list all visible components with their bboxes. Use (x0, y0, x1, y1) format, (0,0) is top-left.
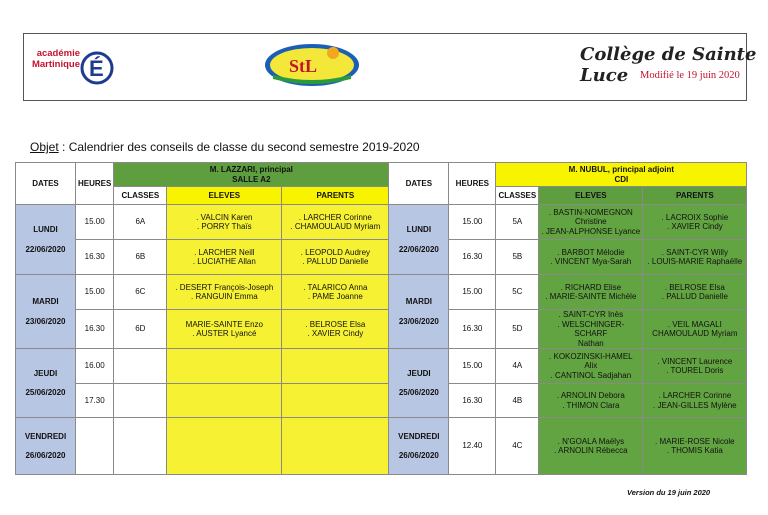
name-line: . XAVIER Cindy (666, 222, 723, 231)
left-parents (282, 240, 389, 275)
left-time: 16.30 (76, 240, 114, 275)
right-day-cell (389, 349, 449, 418)
academie-line2: Martinique (31, 59, 80, 70)
name-line: . BELROSE Elsa (305, 319, 366, 329)
right-class: 5B (496, 240, 539, 275)
day-date: 25/06/2020 (398, 388, 439, 397)
table-row (16, 384, 747, 418)
spacer (391, 378, 446, 388)
name-line: . CHAMOULAUD Myriam (290, 222, 381, 231)
left-parents (282, 310, 389, 349)
name-line: . PORRY Thaïs (196, 222, 252, 231)
name-line: . WELSCHINGER-SCHARF (557, 319, 625, 338)
left-eleves (167, 205, 282, 240)
name-line: MARIE-SAINTE Enzo (185, 319, 264, 329)
college-name: Collège de Sainte Luce (580, 44, 757, 86)
name-line: . BARBOT Mélodie (557, 247, 625, 257)
left-time: 15.00 (76, 275, 114, 310)
objet-text: : Calendrier des conseils de classe du second semestre 2019-2020 (58, 140, 420, 154)
name-line: . THOMIS Katia (666, 446, 723, 455)
right-parents (643, 240, 747, 275)
college-logo-icon (263, 41, 361, 89)
left-class (114, 349, 167, 384)
svg-text:É: É (89, 56, 104, 81)
day-date: 25/06/2020 (25, 388, 66, 397)
left-parents-header: PARENTS (282, 187, 389, 205)
name-line: . LARCHER Neill (194, 247, 255, 257)
objet-label: Objet (30, 140, 59, 154)
right-parents (643, 275, 747, 310)
left-eleves (167, 275, 282, 310)
day-name: JEUDI (33, 368, 58, 378)
academie-line1: académie (36, 48, 80, 59)
right-parents (643, 418, 747, 475)
left-classes-header: CLASSES (114, 187, 167, 205)
left-eleves (167, 418, 282, 475)
name-line: . SAINT-CYR Inès (558, 310, 624, 319)
right-heures-header: HEURES (449, 163, 496, 205)
name-line: . JEAN-ALPHONSE Lyance (541, 226, 641, 236)
left-parents (282, 384, 389, 418)
republique-e-icon (80, 42, 114, 88)
name-line: . AUSTER Lyancé (192, 329, 257, 338)
right-class: 5D (496, 310, 539, 349)
right-parents (643, 205, 747, 240)
left-class: 6A (114, 205, 167, 240)
right-time: 15.00 (449, 275, 496, 310)
day-name: MARDI (405, 297, 432, 306)
name-line: . TALARICO Anna (303, 282, 368, 292)
name-line: . LARCHER Corinne (298, 212, 372, 222)
spacer (18, 307, 73, 317)
right-eleves (539, 384, 643, 418)
left-time (76, 418, 114, 475)
right-principal-header: M. NUBUL, principal adjoint CDI (496, 163, 747, 187)
name-line: . N'GOALA Maëlys (557, 436, 625, 446)
left-eleves (167, 240, 282, 275)
name-line: . VEIL MAGALI (667, 319, 722, 329)
name-line: . ARNOLIN Debora (556, 391, 625, 400)
name-line: . PALLUD Danielle (302, 257, 369, 266)
left-heures-header: HEURES (76, 163, 114, 205)
right-time: 16.30 (449, 384, 496, 418)
spacer (391, 235, 446, 245)
name-line: . DESERT François-Joseph (175, 282, 274, 292)
name-line: . JEAN-GILLES Mylène (653, 400, 737, 410)
right-day-cell (389, 205, 449, 275)
right-classes-header: CLASSES (496, 187, 539, 205)
left-time: 16.30 (76, 310, 114, 349)
day-name: LUNDI (33, 225, 58, 234)
name-line: . LEOPOLD Audrey (300, 247, 371, 257)
right-parents (643, 310, 747, 349)
right-time: 15.00 (449, 205, 496, 240)
name-line: . RANGUIN Emma (191, 292, 258, 301)
right-parents (643, 349, 747, 384)
spacer (18, 235, 73, 245)
day-name: VENDREDI (24, 431, 67, 441)
day-date: 23/06/2020 (25, 316, 66, 326)
right-eleves (539, 205, 643, 240)
name-line: . XAVIER Cindy (307, 329, 364, 338)
name-line: . VINCENT Laurence (657, 356, 733, 366)
right-eleves (539, 310, 643, 349)
name-line: . THIMON Clara (562, 400, 620, 410)
name-line: Nathan (577, 338, 604, 348)
name-line: CHAMOULAUD Myriam (652, 329, 738, 338)
day-date: 22/06/2020 (398, 244, 439, 254)
name-line: . ARNOLIN Rébecca (554, 446, 628, 455)
spacer (18, 441, 73, 451)
right-eleves (539, 418, 643, 475)
page-title (30, 140, 420, 154)
right-class: 4A (496, 349, 539, 384)
name-line: . PAME Joanne (307, 292, 363, 301)
name-line: Alix (584, 361, 598, 371)
right-class: 5A (496, 205, 539, 240)
table-row (16, 349, 747, 384)
day-name: MARDI (32, 297, 59, 306)
spacer (391, 441, 446, 451)
right-parents-header: PARENTS (643, 187, 747, 205)
name-line: . VINCENT Mya-Sarah (550, 257, 632, 266)
left-day-cell (16, 275, 76, 349)
left-day-cell (16, 205, 76, 275)
left-time: 17.30 (76, 384, 114, 418)
left-eleves (167, 310, 282, 349)
left-class: 6B (114, 240, 167, 275)
name-line: . MARIE-SAINTE Michèle (545, 292, 637, 301)
academie-logo (30, 42, 114, 92)
day-name: VENDREDI (398, 431, 440, 441)
left-parents (282, 418, 389, 475)
name-line: . MARIE-ROSE Nicole (655, 436, 735, 446)
calendar-table (15, 162, 747, 475)
day-date: 22/06/2020 (25, 244, 66, 254)
day-date: 26/06/2020 (25, 451, 66, 460)
day-date: 26/06/2020 (398, 451, 439, 460)
table-row (16, 275, 747, 310)
right-parents (643, 384, 747, 418)
left-principal-header: M. LAZZARI, principal SALLE A2 (114, 163, 389, 187)
name-line: . LACROIX Sophie (661, 212, 729, 222)
right-time: 16.30 (449, 310, 496, 349)
name-line: . BELROSE Elsa (664, 282, 725, 292)
right-dates-header: DATES (389, 163, 449, 205)
version-note: Version du 19 juin 2020 (627, 488, 711, 497)
left-parents (282, 275, 389, 310)
left-class: 6C (114, 275, 167, 310)
left-day-cell (16, 418, 76, 475)
right-time: 16.30 (449, 240, 496, 275)
right-class: 4B (496, 384, 539, 418)
name-line: . KOKOZINSKI-HAMEL (549, 351, 633, 361)
day-name: LUNDI (406, 225, 432, 234)
table-row (16, 205, 747, 240)
logo-text: StL (289, 56, 318, 76)
modified-date: Modifié le 19 juin 2020 (640, 70, 740, 81)
spacer (391, 307, 446, 317)
left-class: 6D (114, 310, 167, 349)
name-line: . LOUIS-MARIE Raphaëlle (647, 257, 743, 266)
table-row (16, 418, 747, 475)
name-line: . SAINT-CYR Willy (661, 247, 728, 257)
right-class: 5C (496, 275, 539, 310)
right-eleves (539, 240, 643, 275)
right-day-cell (389, 275, 449, 349)
name-line: . VALCIN Karen (196, 212, 253, 222)
table-row (16, 310, 747, 349)
left-class (114, 384, 167, 418)
name-line: . LUCIATHE Allan (192, 257, 256, 266)
right-eleves (539, 275, 643, 310)
left-parents (282, 205, 389, 240)
left-time: 16.00 (76, 349, 114, 384)
name-line: . RICHARD Elise (560, 282, 622, 292)
spacer (18, 378, 73, 388)
name-line: . LARCHER Corinne (658, 391, 732, 400)
name-line: . TOUREL Doris (666, 366, 724, 375)
left-day-cell (16, 349, 76, 418)
left-eleves (167, 384, 282, 418)
right-time: 12.40 (449, 418, 496, 475)
left-class (114, 418, 167, 475)
right-day-cell (389, 418, 449, 475)
table-row (16, 240, 747, 275)
name-line: . BASTIN-NOMEGNON (548, 207, 633, 217)
left-dates-header: DATES (16, 163, 76, 205)
left-time: 15.00 (76, 205, 114, 240)
right-class: 4C (496, 418, 539, 475)
name-line: . CANTINOL Sadjahan (550, 370, 632, 380)
day-name: JEUDI (407, 368, 431, 378)
left-parents (282, 349, 389, 384)
right-eleves (539, 349, 643, 384)
right-eleves-header: ELEVES (539, 187, 643, 205)
left-eleves-header: ELEVES (167, 187, 282, 205)
left-eleves (167, 349, 282, 384)
name-line: . PALLUD Danielle (661, 292, 728, 301)
right-time: 15.00 (449, 349, 496, 384)
day-date: 23/06/2020 (398, 316, 439, 326)
name-line: Christine (575, 217, 607, 227)
